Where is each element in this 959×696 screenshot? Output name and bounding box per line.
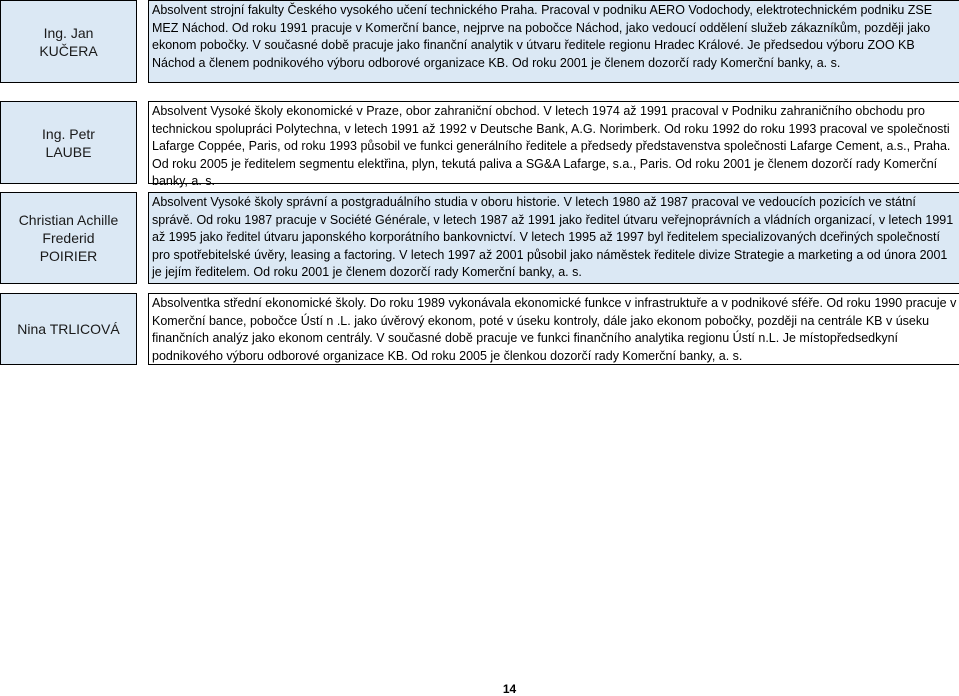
member-name: Ing. Jan KUČERA: [0, 0, 137, 83]
member-name: Nina TRLICOVÁ: [0, 293, 137, 365]
member-bio: Absolvent Vysoké školy správní a postgraduálního studia v oboru historie. V letech 1980 až 1987 pracoval ve vedoucích pozicích ve státní správě. Od roku 1987 pracuje v Société Générale, v letech 1987 až 1991 jako ředitel útvaru veřejnoprávních a vládních organizací, v letech 1991 až 1995 jako ředitel útvaru japonského korporátního bankovnictví. V letech 1995 až 1997 byl ředitelem specializovaných dceřiných společností pro spotřebitelské úvěry, leasing a factoring. V letech 1997 až 2001 působil jako náměstek ředitele divize Strategie a marketing a od února 2001 je jejím ředitelem. Od roku 2001 je členem dozorčí rady Komerční banky, a. s.: [148, 192, 959, 284]
member-name: Christian Achille Frederid POIRIER: [0, 192, 137, 284]
page-number: 14: [502, 682, 517, 696]
member-bio: Absolventka střední ekonomické školy. Do roku 1989 vykonávala ekonomické funkce v infrastruktuře a v podnikové sféře. Od roku 1990 pracuje v Komerční bance, pobočce Ústí n .L. jako úvěrový ekonom, poté v úseku kontroly, dále jako ekonom pobočky, později na centrále KB v úseku finančních analýz jako ekonom centrály. V současné době pracuje ve funkci finančního analytika regionu Ústí n.L. Je místopředsedkyní podnikového výboru odborové organizace KB. Od roku 2005 je členkou dozorčí rady Komerční banky, a. s.: [148, 293, 959, 365]
member-bio: Absolvent strojní fakulty Českého vysokého učení technického Praha. Pracoval v podniku AERO Vodochody, elektrotechnickém podniku ZSE MEZ Náchod. Od roku 1991 pracuje v Komerční bance, nejprve na pobočce Náchod, jako vedoucí oddělení služeb zákazníkům, později jako ekonom pobočky. V současné době pracuje jako finanční analytik v útvaru ředitele regionu Hradec Králové. Je předsedou výboru ZOO KB Náchod a členem podnikového výboru odborové organizace KB. Od roku 2001 je členem dozorčí rady Komerční banky, a. s.: [148, 0, 959, 83]
member-bio: Absolvent Vysoké školy ekonomické v Praze, obor zahraniční obchod. V letech 1974 až 1991 pracoval v Podniku zahraničního obchodu pro technickou spolupráci Polytechna, v letech 1991 až 1992 v Deutsche Bank, A.G. Norimberk. Od roku 1992 do roku 1993 pracoval ve společnosti Lafarge Coppée, Paris, od roku 1993 působil ve funkci generálního ředitele a předsedy představenstva společnosti Lafarge Cement, a.s., Praha. Od roku 2005 je ředitelem segmentu elektřina, plyn, tekutá paliva a SG&A Lafarge, s.a., Paris. Od roku 2001 je členem dozorčí rady Komerční banky, a. s.: [148, 101, 959, 184]
member-name: Ing. Petr LAUBE: [0, 101, 137, 184]
